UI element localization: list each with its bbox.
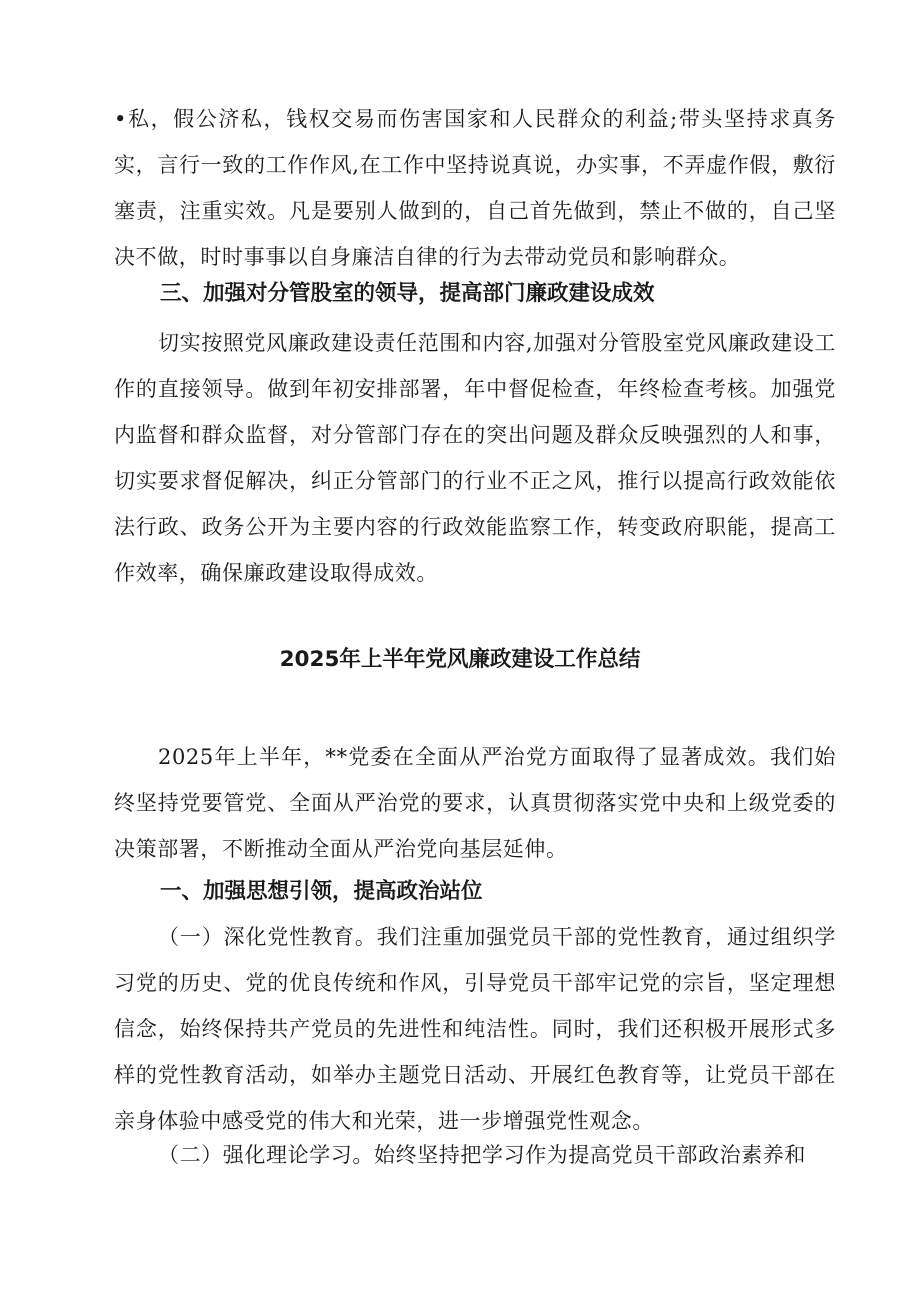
section-heading-1: 一、加强思想引领，提高政治站位 xyxy=(160,879,483,904)
item-1-paragraph: （一）深化党性教育。我们注重加强党员干部的党性教育，通过组织学习党的历史、党的优良传统和作风，引导党员干部牢记党的宗旨，坚定理想信念，始终保持共产党员的先进性和纯洁性。同时，我们还积极开展形式多样的党性教育活动，如举办主题党日活动、开展红色教育等，让党员干部在亲身体验中感受党的伟大和光荣，进一步增强党性观念。 xyxy=(114,925,836,1133)
intro-paragraph: 2025年上半年，**党委在全面从严治党方面取得了显著成效。我们始终坚持党要管党、全面从严治党的要求，认真贯彻落实党中央和上级党委的决策部署，不断推动全面从严治党向基层延伸。 xyxy=(114,745,836,861)
document-title: 2025年上半年党风廉政建设工作总结 xyxy=(279,647,641,672)
continued-paragraph: •私，假公济私，钱权交易而伤害国家和人民群众的利益;带头坚持求真务实，言行一致的工作作风,在工作中坚持说真说，办实事，不弄虚作假，敷衍塞责，注重实效。凡是要别人做到的，自己首先做到，禁止不做的，自己坚决不做，时时事事以自身廉洁自律的行为去带动党员和影响群众。 xyxy=(114,107,836,269)
item-2-paragraph: （二）强化理论学习。始终坚持把学习作为提高党员干部政治素养和 xyxy=(158,1143,806,1167)
section-heading-3: 三、加强对分管股室的领导，提高部门廉政建设成效 xyxy=(160,281,655,306)
section-3-paragraph: 切实按照党风廉政建设责任范围和内容,加强对分管股室党风廉政建设工作的直接领导。做到年初安排部署，年中督促检查，年终检查考核。加强党内监督和群众监督，对分管部门存在的突出问题及群众反映强烈的人和事，切实要求督促解决，纠正分管部门的行业不正之风，推行以提高行政效能依法行政、政务公开为主要内容的行政效能监察工作，转变政府职能，提高工作效率，确保廉政建设取得成效。 xyxy=(114,331,836,585)
